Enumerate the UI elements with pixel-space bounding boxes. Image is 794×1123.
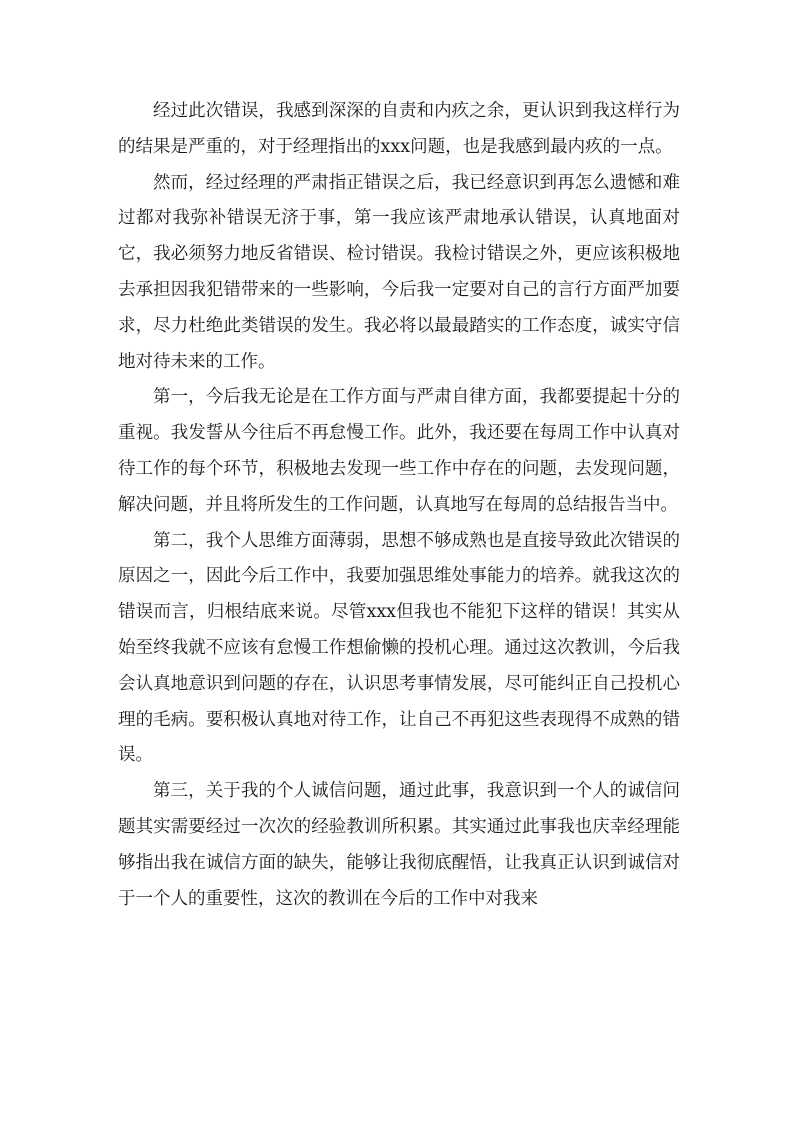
- paragraph-2: 然而，经过经理的严肃指正错误之后，我已经意识到再怎么遗憾和难过都对我弥补错误无济于事，第一我应该严肃地承认错误，认真地面对它，我必须努力地反省错误、检讨错误。我检讨错误之外，更应该积极地去承担因我犯错带来的一些影响，今后我一定要对自己的言行方面严加要求，尽力杜绝此类错误的发生。我必将以最最踏实的工作态度，诚实守信地对待未来的工作。: [118, 172, 680, 372]
- paragraph-1: 经过此次错误，我感到深深的自责和内疚之余，更认识到我这样行为的结果是严重的，对于经理指出的xxx问题，也是我感到最内疚的一点。: [118, 101, 680, 157]
- paragraph-4: 第二，我个人思维方面薄弱，思想不够成熟也是直接导致此次错误的原因之一，因此今后工作中，我要加强思维处事能力的培养。就我这次的错误而言，归根结底来说。尽管xxx但我也不能犯下这样的错误！其实从始至终我就不应该有怠慢工作想偷懒的投机心理。通过这次教训，今后我会认真地意识到问题的存在，认识思考事情发展，尽可能纠正自己投机心理的毛病。要积极认真地对待工作，让自己不再犯这些表现得不成熟的错误。: [118, 530, 680, 766]
- document-body: [118, 94, 680, 917]
- paragraph-5: 第三，关于我的个人诚信问题，通过此事，我意识到一个人的诚信问题其实需要经过一次次的经验教训所积累。其实通过此事我也庆幸经理能够指出我在诚信方面的缺失，能够让我彻底醒悟，让我真正认识到诚信对于一个人的重要性，这次的教训在今后的工作中对我来: [118, 781, 680, 909]
- paragraph-3: 第一，今后我无论是在工作方面与严肃自律方面，我都要提起十分的重视。我发誓从今往后不再怠慢工作。此外，我还要在每周工作中认真对待工作的每个环节，积极地去发现一些工作中存在的问题，去发现问题，解决问题，并且将所发生的工作问题，认真地写在每周的总结报告当中。: [118, 387, 680, 515]
